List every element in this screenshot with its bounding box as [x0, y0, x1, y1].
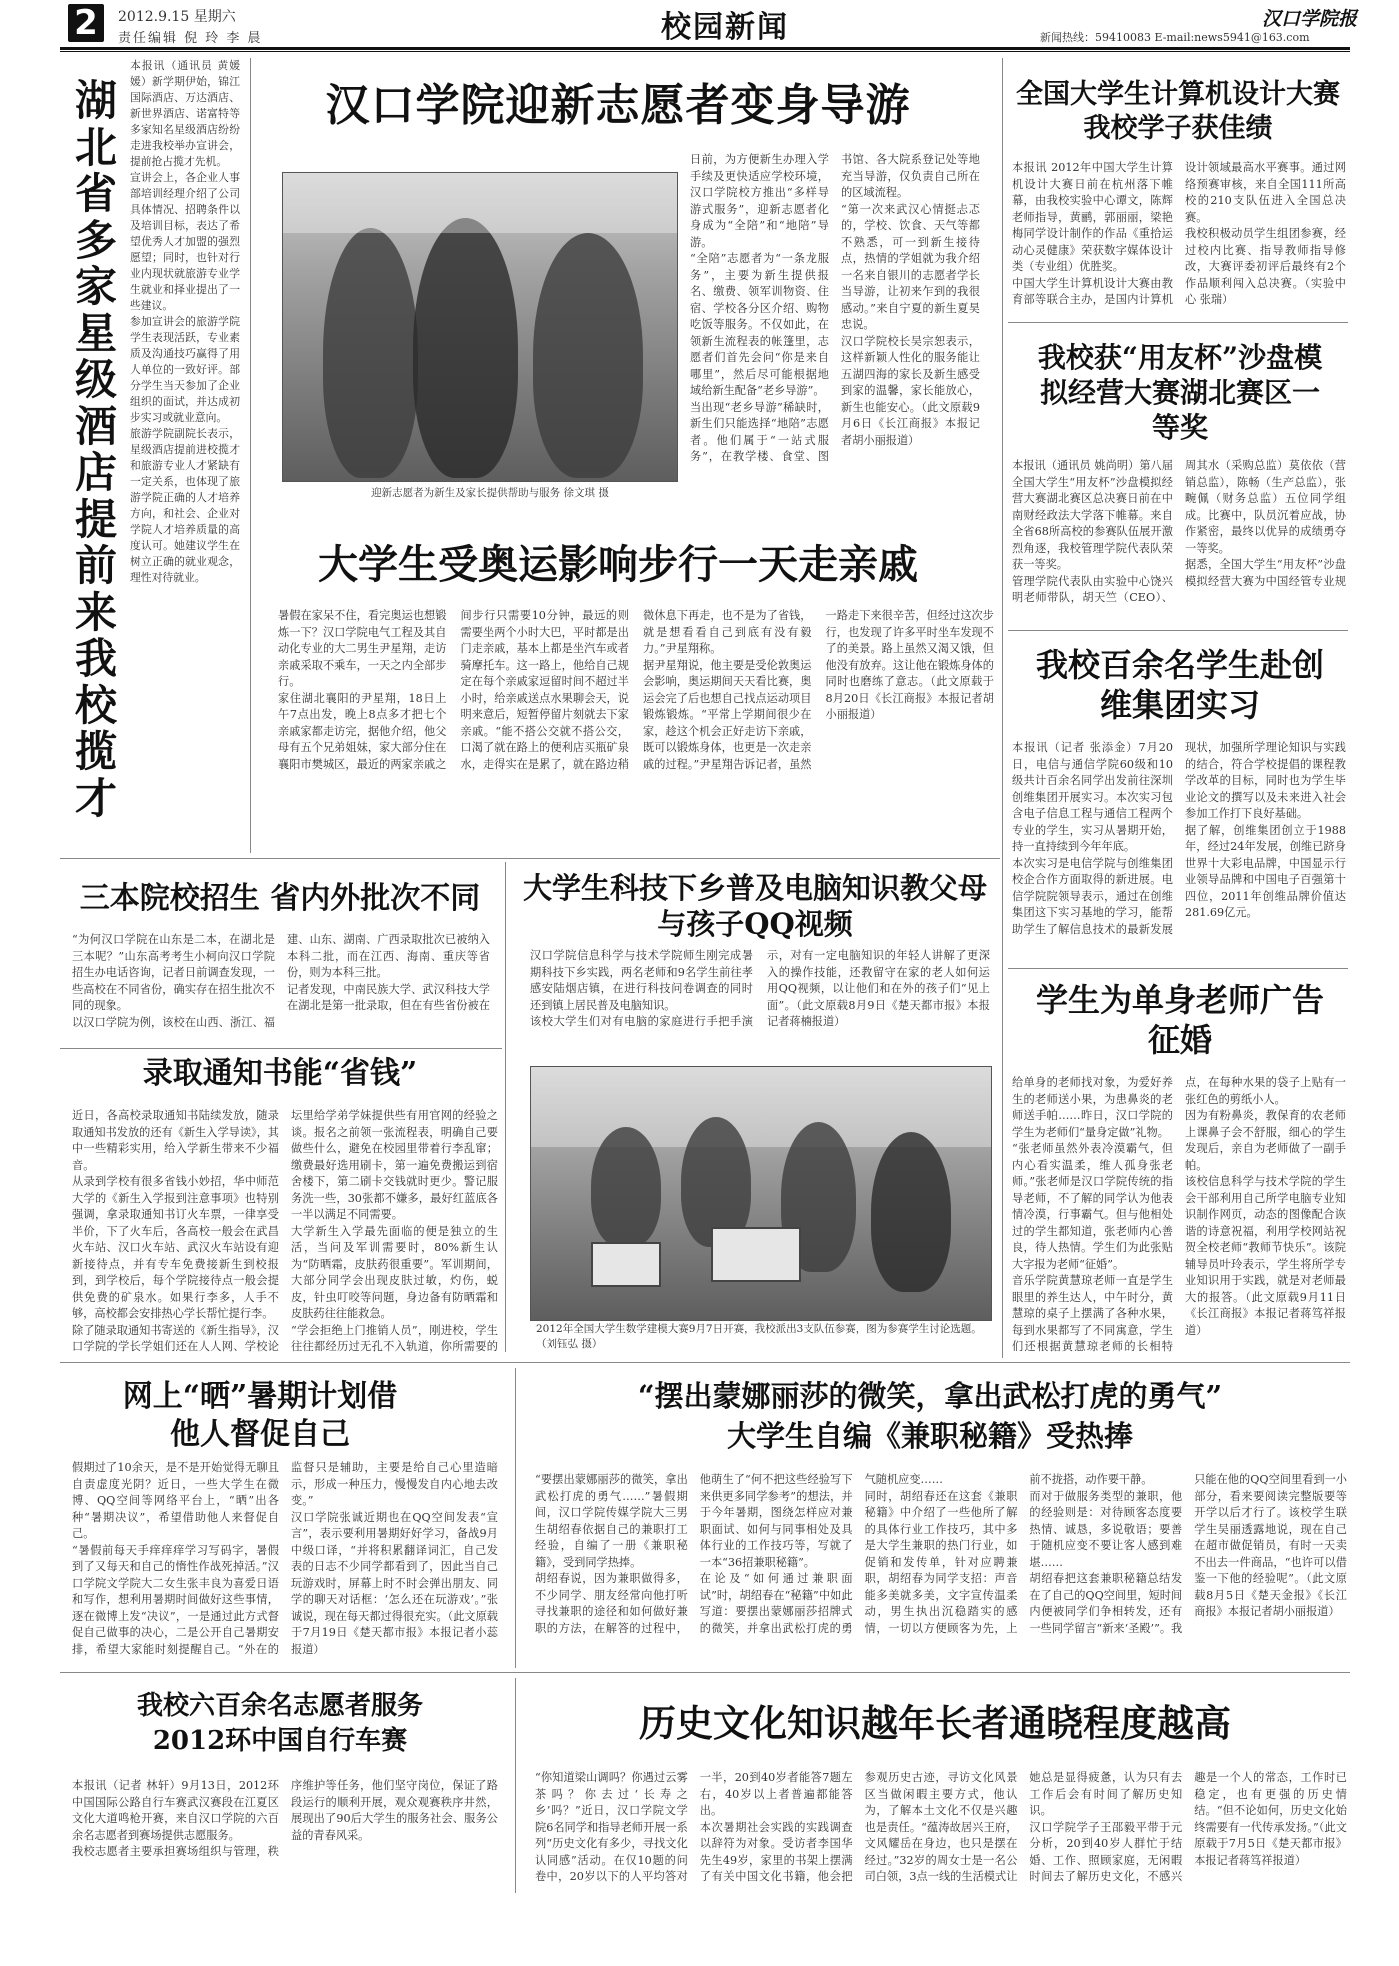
column-rule: [515, 1368, 516, 1668]
section-rule: [1008, 630, 1348, 631]
computer-body: 本报讯 2012年中国大学生计算机设计大赛日前在杭州落下帷幕，由我校实验中心谭文，陈辉老师指导，黄鹂，郭丽丽，梁艳梅同学设计制作的作品《重拾运动心灵健康》荣获数字媒体设计类（专业组）优胜奖。 中国大学生计算机设计大赛由教育部等联合主办，是国内计算机设计领域最高水平赛事。通过网络预赛审核，来自全国111所高校的210支队伍进入全国总决赛。 我校积极动员学生组团参赛，经过校内比赛、指导教师指导修改，大赛评委初评后最终有2个作品顺利闯入总决赛。（实验中心 张瑞）: [1012, 161, 1346, 306]
editor-credit: 责任编辑 倪 玲 李 晨: [118, 31, 263, 46]
section-title: 校园新闻: [661, 10, 789, 45]
monalisa-headline-line2: 大学生自编《兼职秘籍》受热捧: [726, 1419, 1133, 1453]
page-number: 2: [68, 4, 104, 42]
hotel-headline: 湖北省多家星级酒店提前来我校揽才: [74, 76, 117, 823]
section-rule: [60, 1048, 502, 1049]
hotel-body: 本报讯（通讯员 黄媛媛）新学期伊始，锦江国际酒店、万达酒店、新世界酒店、诺富特等多家知名星级酒店纷纷走进我校举办宣讲会，提前抢占揽才先机。 宣讲会上，各企业人事部培训经理介绍了公司具体情况、招聘条件以及培训目标，表达了希望优秀人才加盟的强烈愿望；同时，也针对行业内现状就旅游专业学生就业和择业提出了一些建议。 参加宣讲会的旅游学院学生表现活跃，专业素质及沟通技巧赢得了用人单位的一致好评。部分学生当天参加了企业组织的面试，并达成初步实习或就业意向。 旅游学院副院长表示，星级酒店提前进校揽才和旅游专业人才紧缺有一定关系，也体现了旅游学院正确的人才培养方向，和社会、企业对学院人才培养质量的高度认可。她建议学生在树立正确的就业观念，理性对待就业。: [130, 59, 240, 584]
notice-body: 近日，各高校录取通知书陆续发放，随录取通知书发放的还有《新生入学导读》，其中一些精彩实用，给入学新生带来不少福音。 从录到学校有很多省钱小妙招，华中师范大学的《新生入学报到注意事项》也特别强调，拿录取通知书订火车票，一律享受半价，下了火车后，各高校一般会在武昌火车站、汉口火车站、武汉火车站设有迎新接待点，并有专车免费接新生到校报到，到学校后，每个学院接待点一般会提供免费的矿泉水。如果行李多，人手不够，高校都会安排热心学长帮忙提行李。 除了随录取通知书寄送的《新生指导》，汉口学院的学长学姐们还在人人网、学校论坛里给学弟学妹提供些有用官网的经验之谈。报名之前领一张流程表，明确自己要做些什么，避免在校园里带着行李乱窜；缴费最好选用刷卡，第一遍免费搬运到宿舍楼下，第二刷卡交钱就时更少。警记服务洗一些，30张都不嫌多，最好红蓝底各一半以满足不同需要。 大学新生入学最先面临的便是独立的生活，当问及军训需要时，80%新生认为“防晒霜，皮肤药很重要”。军训期间，大部分同学会出现皮肤过敏，灼伤，蜕皮，针虫叮咬等问题，身边备有防晒霜和皮肤药往往能救急。 “学会拒绝上门推销人员”，刚进校，学生往往都经历过无孔不入轨道，你所需要的: [72, 1109, 498, 1353]
history-headline: 历史文化知识越年长者通晓程度越高: [639, 1701, 1231, 1745]
section-rule: [60, 858, 1000, 859]
newspaper-logo: 汉口学院报: [1262, 8, 1358, 30]
section-rule: [60, 1362, 1350, 1363]
monalisa-body: “要摆出蒙娜丽莎的微笑，拿出武松打虎的勇气……”暑假期间，汉口学院传媒学院大三男生胡绍春依据自己的兼职打工经验，自编了一册《兼职秘籍》，受到同学热捧。 胡绍春说，因为兼职做得多，不少同学、朋友经常向他打听寻找兼职的途径和如何做好兼职的方法，在解答的过程中，他萌生了“何不把这些经验写下来供更多同学参考”的想法，并于今年暑期，图绕怎样应对兼职面试、如何与同事相处及具体行业的工作技巧等，写就了一本“36招兼职秘籍”。 在论及“如何通过兼职面试”时，胡绍春在“秘籍”中如此写道：要摆出蒙娜丽莎招牌式的微笑，并拿出武松打虎的勇气随机应变…… 同时，胡绍春还在这套《兼职秘籍》中介绍了一些他所了解的具体行业工作技巧，其中多是大学生兼职的热门行业，如促销和发传单，针对应聘兼职，胡绍春为同学支招：声音能多美就多美，文字宣传温柔动，男生执出沉稳踏实的感情，一切以方便顾客为先，上前不拢搭，动作要干静。 而对于做服务类型的兼职，他的经验则是：对待顾客态度要热情、诚恳，多说敬语；要善于随机应变不要让客人感到难堪…… 胡绍春把这套兼职秘籍总结发在了自己的QQ空间里，短时间内便被同学们争相转发，还有一些同学留言“新来‘圣殿’”。我只能在他的QQ空间里看到一小部分，看来要阅读完整版要等开学以后才行了。该校学生联学生吴丽透露地说，现在自己在超市做促销员，有时一天卖不出去一件商品，“也许可以借鉴一下他的经验呢”。（此文原载8月5日《楚天金报》《长江商报》本报记者胡小丽报道）: [535, 1473, 1347, 1635]
column-rule: [1002, 58, 1003, 1358]
section-rule: [60, 1672, 1350, 1673]
qq-photo: [530, 1066, 992, 1321]
column-rule: [505, 862, 506, 1352]
section-rule: [1008, 322, 1348, 323]
cycling-headline-line1: 我校六百余名志愿者服务: [136, 1691, 423, 1721]
guide-photo-caption: 迎新志愿者为新生及家长提供帮助与服务 徐文琪 摄: [371, 487, 609, 499]
admission-headline: 三本院校招生 省内外批次不同: [79, 881, 481, 916]
sandtable-body: 本报讯（通讯员 姚尚明）第八届全国大学生“用友杯”沙盘模拟经营大赛湖北赛区总决赛日前在中南财经政法大学落下帷幕。来自全省68所高校的参赛队伍展开激烈角逐，我校管理学院代表队荣获一等奖。 管理学院代表队由实验中心饶兴明老师带队，胡天竺（CEO）、周其水（采购总监）莫依依（营销总监），陈畅（生产总监），张畹佩（财务总监）五位同学组成。比赛中，队员沉着应战，协作紧密，最终以优异的成绩勇夺一等奖。 据悉，全国大学生“用友杯”沙盘模拟经营大赛为中国经管专业规: [1012, 459, 1346, 604]
masthead: [0, 0, 1399, 52]
walk-headline: 大学生受奥运影响步行一天走亲戚: [318, 541, 918, 588]
guide-headline: 汉口学院迎新志愿者变身导游: [325, 80, 911, 131]
masthead-rule: [60, 47, 1350, 50]
masthead-rule-thin: [60, 51, 1350, 52]
cycling-body: 本报讯（记者 林轩）9月13日，2012环中国国际公路自行车赛武汉赛段在江夏区文化大道鸣枪开赛，来自汉口学院的六百余名志愿者到赛场提供志愿服务。 我校志愿者主要承担赛场组织与管理，秩序维护等任务，他们坚守岗位，保证了路段运行的顺利开展，观众观赛秩序井然，展现出了90后大学生的服务社会、服务公益的青春风采。: [72, 1779, 498, 1858]
column-rule: [515, 1678, 516, 1893]
walk-body: 暑假在家呆不住，看完奥运也想锻炼一下？汉口学院电气工程及其自动化专业的大二男生尹星翔，走访亲戚采取不乘车，一天之内全部步行。 家住湖北襄阳的尹星翔，18日上午7点出发，晚上8点多才把七个亲戚家都走访完，据他介绍，他父母有五个兄弟姐妹，家大部分住在襄阳市樊城区，最近的两家亲戚之间步行只需要10分钟，最远的则需要坐两个小时大巴，平时都是出门走亲戚，基本上都是坐汽车或者骑摩托车。这一路上，他给自己规定在每个亲戚家逗留时间不超过半小时，给亲戚送点水果聊会天，说明来意后，短暂停留片刻就去下家亲戚。“能不搭公交就不搭公交，口渴了就在路上的便利店买瓶矿泉水，走得实在是累了，就在路边稍微休息下再走，也不是为了省钱，就是想看看自己到底有没有毅力。”尹星翔称。 据尹星翔说，他主要是受伦敦奥运会影响，奥运期间天天看比赛，奥运会完了后也想自己找点运动项目锻炼锻炼。“平常上学期间很少在家，趁这个机会正好走访下亲戚，既可以锻炼身体，也更是一次走亲戚的过程。”尹星翔告诉记者，虽然一路走下来很辛苦，但经过这次步行，也发现了许多平时坐车发现不了的美景。路上虽然又渴又饿，但他没有放弃。这让他在锻炼身体的同时也磨练了意志。（此文原载于8月20日《长江商报》本报记者胡小丽报道）: [278, 609, 994, 771]
guide-intro: [282, 152, 678, 170]
history-body: “你知道梁山调吗？你遇过云雾茶吗？你去过‘长寿之乡’吗？”近日，汉口学院文学院6名同学和指导老师开展一系列“历史文化有多少，寻找文化认同感”活动。在仅10题的问卷中，20岁以下的人平均答对一半，20到40岁者能答7题左右，40岁以上者普遍都能答出。 本次暑期社会实践的实践调查以辞符为对象。受访者李国华先生49岁，家里的书架上摆满了有关中国文化书籍，他会把参观历史古迹，寻访文化风景区当做闲暇主要方式，他认为，了解本土文化不仅是兴趣也是责任。“蕴涛故居兴王府，文风耀岳在身边，也只是摆在经过。”32岁的周女士是一名公司白领，3点一线的生活模式让她总是显得疲惫，认为只有去工作后会有时间了解历史知识。 汉口学院学子王邵毅平带于元分析，20到40岁人群忙于结婚、工作、照顾家庭，无闲暇时间去了解历史文化，不感兴趣是一个人的常态，工作时已稳定，也有更强的历史情结。“但不论如何，历史文化始终需要有一代传承发扬。”（此文原载于7月5日《楚天都市报》本报记者蒋笃祥报道）: [535, 1771, 1347, 1883]
monalisa-headline-line1: “摆出蒙娜丽莎的微笑，拿出武松打虎的勇气”: [637, 1379, 1223, 1413]
news-hotline: 新闻热线：59410083 E-mail:news5941@163.com: [1040, 31, 1310, 44]
guide-photo: [282, 172, 678, 482]
ad-headline: 学生为单身老师广告征婚: [1035, 981, 1324, 1059]
cycling-headline-line2: 2012环中国自行车赛: [152, 1726, 408, 1756]
qq-headline: 大学生科技下乡普及电脑知识教父母与孩子QQ视频: [522, 871, 987, 942]
issue-date: 2012.9.15 星期六: [118, 9, 236, 25]
section-rule: [1008, 968, 1348, 969]
computer-headline: 全国大学生计算机设计大赛我校学子获佳绩: [1016, 79, 1340, 144]
qq-body: 汉口学院信息科学与技术学院师生刚完成暑期科技下乡实践，两名老师和9名学生前往孝感安陆烟店镇，在进行科技问卷调查的同时还到镇上居民普及电脑知识。 该校大学生们对有电脑的家庭进行手把手演示，对有一定电脑知识的年轻人讲解了更深入的操作技能，还教留守在家的老人如何运用QQ视频，以让他们和在外的孩子们“见上面”。（此文原载8月9日《楚天都市报》本报记者蒋楠报道）: [530, 949, 990, 1028]
guide-body-text: 日前，为方便新生办理入学手续及更快适应学校环境，汉口学院校方推出“多样导游式服务”，迎新志愿者化身成为“全陪”和“地陪”导游。 “全陪”志愿者为“一条龙服务”，主要为新生提供报名、缴费、领军训物资、住宿、学校各分区介绍、购物吃饭等服务。不仅如此，在领新生流程表的帐篷里，志愿者们首先会问“你是来自哪里”，然后尽可能根据地域给新生配备“老乡导游”。 当出现“老乡导游”稀缺时，新生们只能选择“地陪”志愿者。他们属于“一站式服务”，在教学楼、食堂、图书馆、各大院系登记处等地充当导游，仅负责自己所在的区域流程。 “第一次来武汉心情挺忐忑的，学校、饮食、天气等都不熟悉，可一到新生接待点，热情的学姐就为我介绍一名来自银川的志愿者学长当导游，让初来乍到的我很感动。”来自宁夏的新生夏昊忠说。 汉口学院校长吴宗恕表示，这样新颖人性化的服务能让五湖四海的家长及新生感受到家的温馨，家长能放心，新生也能安心。（此文原载9月6日《长江商报》本报记者胡小丽报道）: [690, 153, 980, 463]
union-body: 本报讯（记者 张添金）7月20日，电信与通信学院60级和10级共计百余名同学出发前往深圳创维集团开展实习。本次实习包含电子信息工程与通信工程两个专业的学生，实习从暑期开始，持一直持续到今年年底。 本次实习是电信学院与创维集团校企合作方面取得的新进展。电信学院院领导表示，通过在创维集团这下实习基地的学习，能帮助学生了解信息技术的最新发展现状，加强所学理论知识与实践的结合，符合学校提倡的课程教学改革的目标，同时也为学生毕业论文的撰写以及未来进入社会参加工作打下良好基础。 据了解，创维集团创立于1988年，经过24年发展，创维已跻身世界十大彩电品牌，中国显示行业领导品牌和中国电子百强第十四位，2011年创维品牌价值达281.69亿元。: [1012, 741, 1346, 936]
summer-headline: 网上“晒”暑期计划借他人督促自己: [122, 1379, 398, 1452]
summer-body: 假期过了10余天，是不是开始觉得无聊且自责虚度光阴？近日，一些大学生在微博、QQ空间等网络平台上，“晒”出各种“暑期决议”，希望借助他人来督促自己。 “暑假前每天手痒痒痒学习写码字，暑假到了又每天和自己的惰性作战死掉活。”汉口学院文学院大二女生张丰良为喜爱日语和写作，想利用暑期时间做好这些事情，逐在微博上发“决议”，一是通过此方式督促自己做事的决心，二是公开自己暑期安排，希望大家能时刻提醒自己。“外在的监督只是辅助，主要是给自己心里造暗示，形成一种压力，慢慢发自内心地去改变。” 汉口学院张诚近期也在QQ空间发表“宣言”，表示要利用暑期好好学习，备战9月中级口译，“并将积累翻译词汇，自己发表的日志不少同学都看到了，因此当自己玩游戏时，屏幕上时不时会弹出朋友、同学的聊天对话框：‘怎么还在玩游戏’。”张诚说，现在每天都过得很充实。（此文原载于7月19日《楚天都市报》本报记者小蕊报道）: [72, 1461, 498, 1656]
ad-body: 给单身的老师找对象，为爱好养生的老师送小果，为患鼻炎的老师送手帕……昨日，汉口学院的学生为老师们“量身定做”礼物。 “张老师虽然外表冷漠霸气，但内心看实温柔，维人孤身张老师。”张老师是汉口学院传统的指导老师，不了解的同学认为他表情冷漠，行事霸气。但与他相处过的学生都知道，张老师内心善良，待人热情。学生们为此张贴大字报为老师“征婚”。 音乐学院黄慧琼老师一直是学生眼里的养生达人，中午时分，黄慧琼的桌子上摆满了各种水果，每到水果都写了不同寓意，学生们还根据黄慧琼老师的长相特点，在每种水果的袋子上贴有一张红色的剪纸小人。 因为有粉鼻炎，教保育的农老师上课鼻子会不舒服，细心的学生发现后，亲自为老师做了一副手帕。 该校信息科学与技术学院的学生会干部利用自己所学电脑专业知识制作网页，动态的图像配合诙谐的诗意祝福，利用学校网站祝贺全校老师“教师节快乐”。该院辅导员叶玲表示，学生将所学专业知识用于实践，就是对老师最大的报答。（此文原载9月11日《长江商报》本报记者蒋笃祥报道）: [1012, 1076, 1346, 1353]
admission-body: “为何汉口学院在山东是二本，在湖北是三本呢？”山东高考考生小柯向汉口学院招生办电话咨询，记者日前调查发现，一些高校在不同省份，确实存在招生批次不同的现象。 以汉口学院为例，该校在山西、浙江、福建、山东、湖南、广西录取批次已被纳入本科二批，而在江西、海南、重庆等省份，则为本科三批。 记者发现，中南民族大学、武汉科技大学在湖北是第一批录取，但在有些省份被在: [72, 933, 490, 1029]
sandtable-headline: 我校获“用友杯”沙盘模拟经营大赛湖北赛区一等奖: [1037, 341, 1323, 444]
column-rule: [250, 58, 251, 853]
union-headline: 我校百余名学生赴创维集团实习: [1035, 646, 1324, 724]
qq-photo-caption: 2012年全国大学生数学建模大赛9月7日开赛，我校派出3支队伍参赛，图为参赛学生讨论选题。（刘钰弘 摄）: [536, 1323, 982, 1350]
notice-headline: 录取通知书能“省钱”: [142, 1056, 418, 1091]
